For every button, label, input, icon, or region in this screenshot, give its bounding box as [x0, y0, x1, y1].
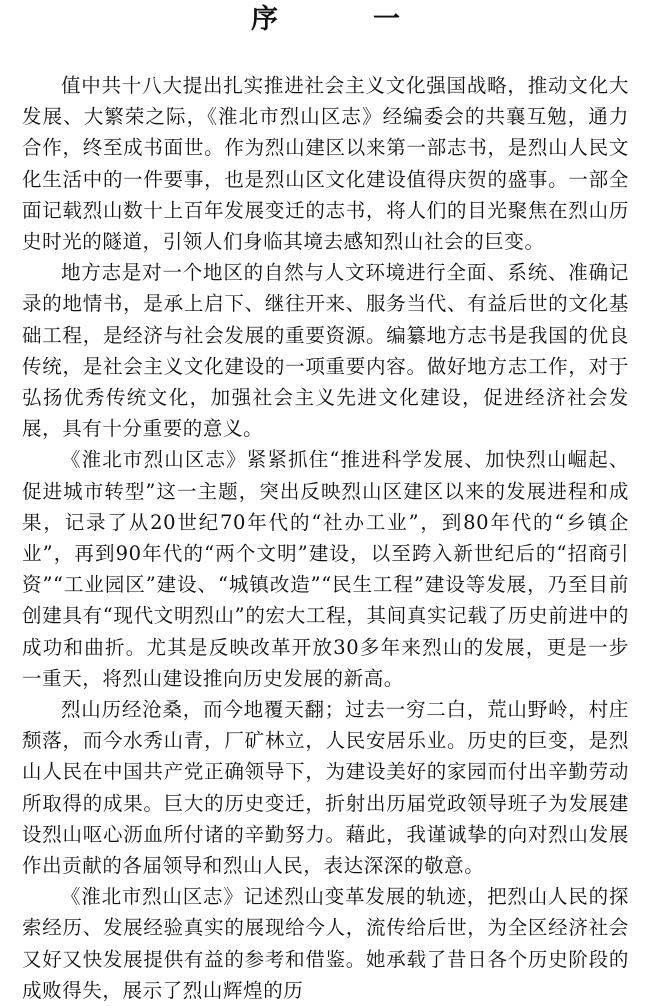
paragraph-1: 值中共十八大提出扎实推进社会主义文化强国战略，推动文化大发展、大繁荣之际，《淮北市烈山区志》经编委会的共襄互勉，通力合作，终至成书面世。作为烈山建区以来第一部志书，是烈山人民文化生活中的一件要事，也是烈山区文化建设值得庆贺的盛事。一部全面记载烈山数十上百年发展变迁的志书，将人们的目光聚焦在烈山历史时光的隧道，引领人们身临其境去感知烈山社会的巨变。: [22, 74, 629, 254]
paragraph-4: 烈山历经沧桑，而今地覆天翻；过去一穷二白，荒山野岭，村庄颓落，而今水秀山青，厂矿林立，人民安居乐业。历史的巨变，是烈山人民在中国共产党正确领导下，为建设美好的家园而付出辛勤劳动所取得的成果。巨大的历史变迁，折射出历届党政领导班子为发展建设烈山呕心沥血所付诸的辛勤努力。藉此，我谨诚挚的向对烈山发展作出贡献的各届领导和烈山人民，表达深深的敬意。: [22, 698, 629, 878]
paragraph-5: 《淮北市烈山区志》记述烈山变革发展的轨迹，把烈山人民的探索经历、发展经验真实的展现给今人，流传给后世，为全区经济社会又好又快发展提供有益的参考和借鉴。她承载了昔日各个历史阶段的成败得失，展示了烈山辉煌的历: [22, 885, 629, 1002]
paragraph-3: 《淮北市烈山区志》紧紧抓住“推进科学发展、加快烈山崛起、促进城市转型”这一主题，突出反映烈山区建区以来的发展进程和成果，记录了从20世纪70年代的“社办工业”，到80年代的“乡镇企业”，再到90年代的“两个文明”建设，以至跨入新世纪后的“招商引资”“工业园区”建设、“城镇改造”“民生工程”建设等发展，乃至目前创建具有“现代文明烈山”的宏大工程，其间真实记载了历史前进中的成功和曲折。尤其是反映改革开放30多年来烈山的发展，更是一步一重天，将烈山建设推向历史发展的新高。: [22, 448, 629, 690]
paragraph-2: 地方志是对一个地区的自然与人文环境进行全面、系统、准确记录的地情书，是承上启下、继往开来、服务当代、有益后世的文化基础工程，是经济与社会发展的重要资源。编纂地方志书是我国的优良传统，是社会主义文化建设的一项重要内容。做好地方志工作，对于弘扬优秀传统文化，加强社会主义先进文化建设，促进经济社会发展，具有十分重要的意义。: [22, 261, 629, 441]
document-body: [22, 70, 629, 1006]
preface-title: 序 一: [251, 4, 434, 35]
